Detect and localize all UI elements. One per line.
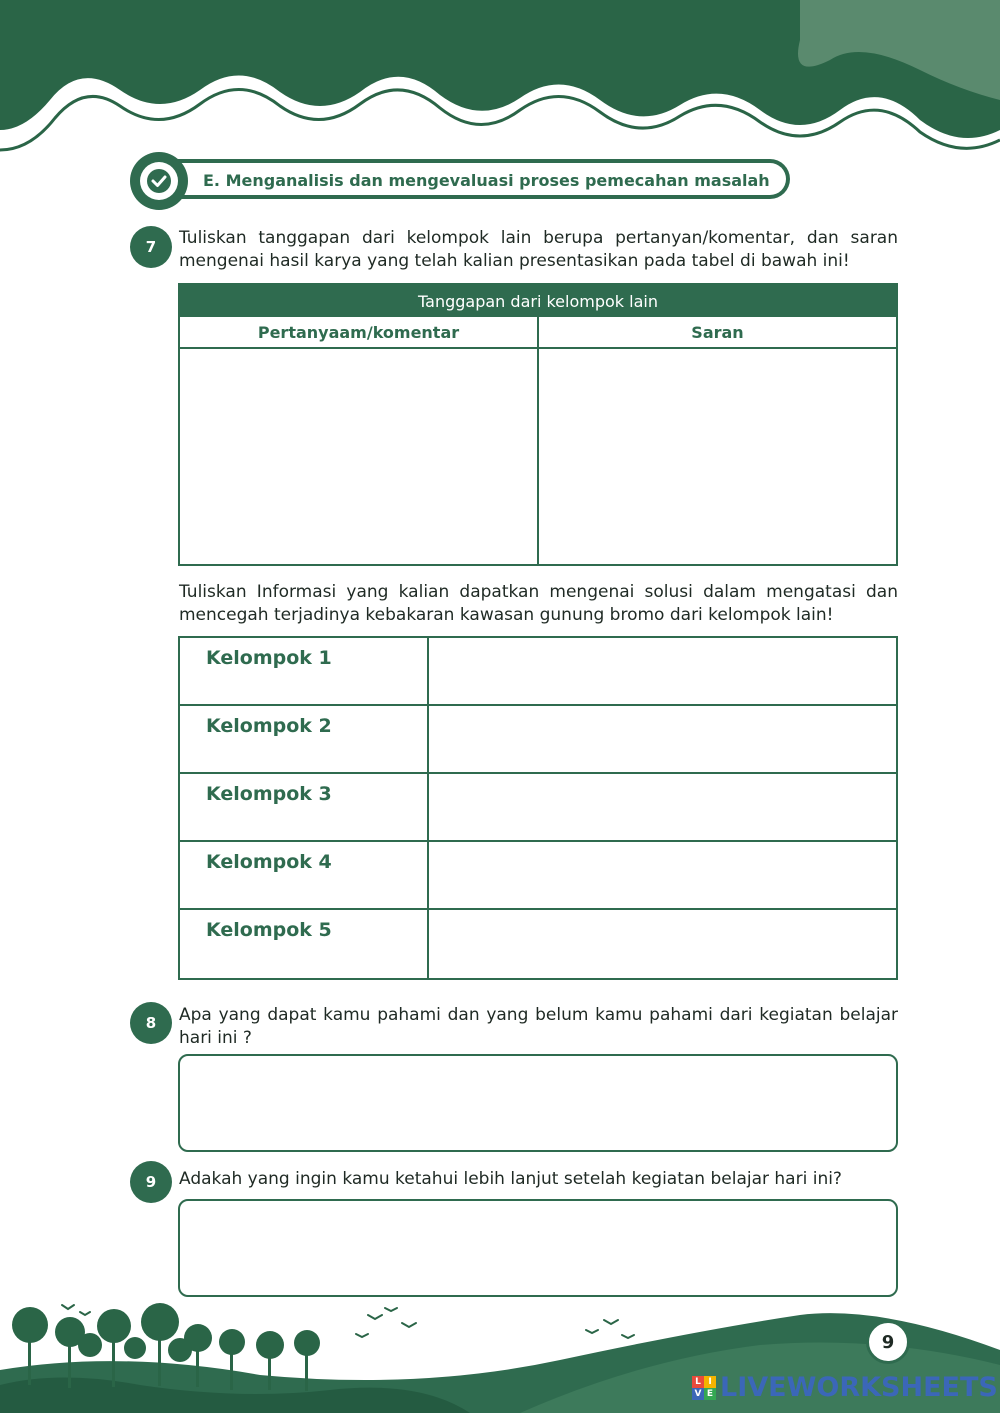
column-header-suggestions: Saran [539, 317, 896, 349]
section-header [130, 152, 796, 208]
group-4-answer-cell[interactable] [430, 842, 896, 908]
group-info-table [178, 636, 898, 980]
question-number-9: 9 [130, 1161, 172, 1203]
question-8-prompt: Apa yang dapat kamu pahami dan yang belum kamu pahami dari kegiatan belajar hari ini ? [179, 1005, 898, 1048]
check-icon [145, 167, 173, 195]
questions-answer-cell[interactable] [180, 349, 537, 564]
section-title: E. Menganalisis dan mengevaluasi proses pemecahan masalah [203, 171, 770, 190]
group-label: Kelompok 3 [206, 783, 332, 805]
liveworksheets-logo-icon: L I V E [692, 1376, 716, 1400]
question-8-answer-box[interactable] [178, 1054, 898, 1152]
question-7-prompt: Tuliskan tanggapan dari kelompok lain berupa pertanyan/komentar, dan saran mengenai hasil karya yang telah kalian presentasikan pada tabel di bawah ini! [179, 228, 898, 271]
group-label: Kelompok 2 [206, 715, 332, 737]
question-9-answer-box[interactable] [178, 1199, 898, 1297]
info-prompt: Tuliskan Informasi yang kalian dapatkan mengenai solusi dalam mengatasi dan mencegah terjadinya kebakaran kawasan gunung bromo dari kelompok lain! [179, 582, 898, 625]
question-9-prompt: Adakah yang ingin kamu ketahui lebih lanjut setelah kegiatan belajar hari ini? [179, 1169, 842, 1189]
page-number: 9 [866, 1320, 910, 1364]
table-row [180, 842, 896, 910]
liveworksheets-watermark [692, 1372, 998, 1403]
question-number-8: 8 [130, 1002, 172, 1044]
brand-text: LIVEWORKSHEETS [720, 1372, 998, 1403]
feedback-table [178, 283, 898, 566]
group-label: Kelompok 5 [206, 919, 332, 941]
top-wave-decoration [0, 0, 1000, 160]
table-row [180, 706, 896, 774]
feedback-table-title: Tanggapan dari kelompok lain [180, 285, 896, 317]
question-number-7: 7 [130, 226, 172, 268]
table-row [180, 910, 896, 978]
column-header-questions: Pertanyaam/komentar [180, 317, 537, 349]
suggestions-answer-cell[interactable] [539, 349, 896, 564]
group-2-answer-cell[interactable] [430, 706, 896, 772]
section-badge [130, 152, 188, 210]
table-row [180, 774, 896, 842]
group-5-answer-cell[interactable] [430, 910, 896, 978]
group-3-answer-cell[interactable] [430, 774, 896, 840]
group-1-answer-cell[interactable] [430, 638, 896, 704]
table-row [180, 638, 896, 706]
group-label: Kelompok 1 [206, 647, 332, 669]
group-label: Kelompok 4 [206, 851, 332, 873]
